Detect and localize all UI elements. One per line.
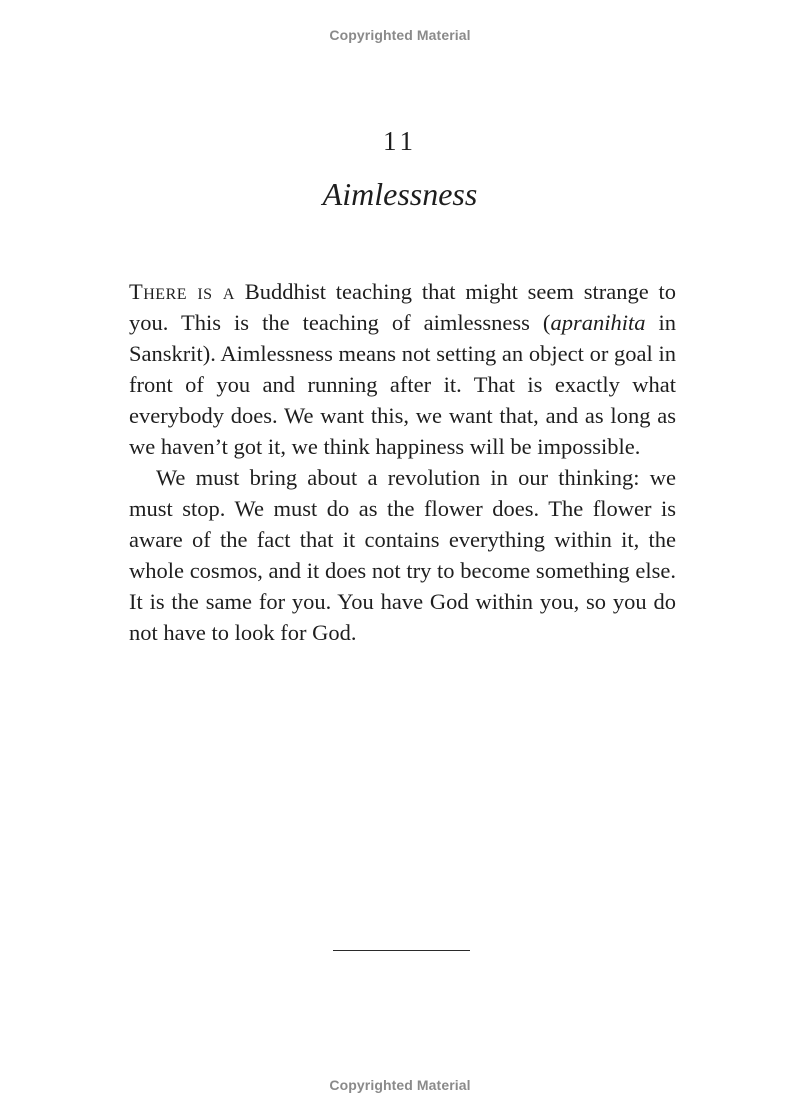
paragraph-lead-in: There is a xyxy=(129,279,235,304)
chapter-body xyxy=(129,276,676,648)
chapter-title: Aimlessness xyxy=(322,176,478,212)
section-end-rule xyxy=(333,950,470,951)
paragraph-1-text-a: Buddhist teaching that might seem strange to you. This is the teaching of aimlessness ( xyxy=(129,279,676,335)
paragraph-1 xyxy=(129,276,676,462)
copyright-watermark-top: Copyrighted Material xyxy=(329,27,471,43)
paragraph-1-text-b: in Sanskrit). Aimlessness means not setting an object or goal in front of you and running after it. That is exactly what everybody does. We want this, we want that, and as long as we haven’t got it, we think happiness will be impossible. xyxy=(129,310,676,459)
paragraph-2: We must bring about a revolution in our thinking: we must stop. We must do as the flower does. The flower is aware of the fact that it contains everything within it, the whole cosmos, and it does not try to become something else. It is the same for you. You have God within you, so you do not have to look for God. xyxy=(129,465,676,645)
sanskrit-term: apranihita xyxy=(550,310,646,335)
chapter-number: 11 xyxy=(383,126,417,156)
copyright-watermark-bottom: Copyrighted Material xyxy=(329,1077,471,1093)
